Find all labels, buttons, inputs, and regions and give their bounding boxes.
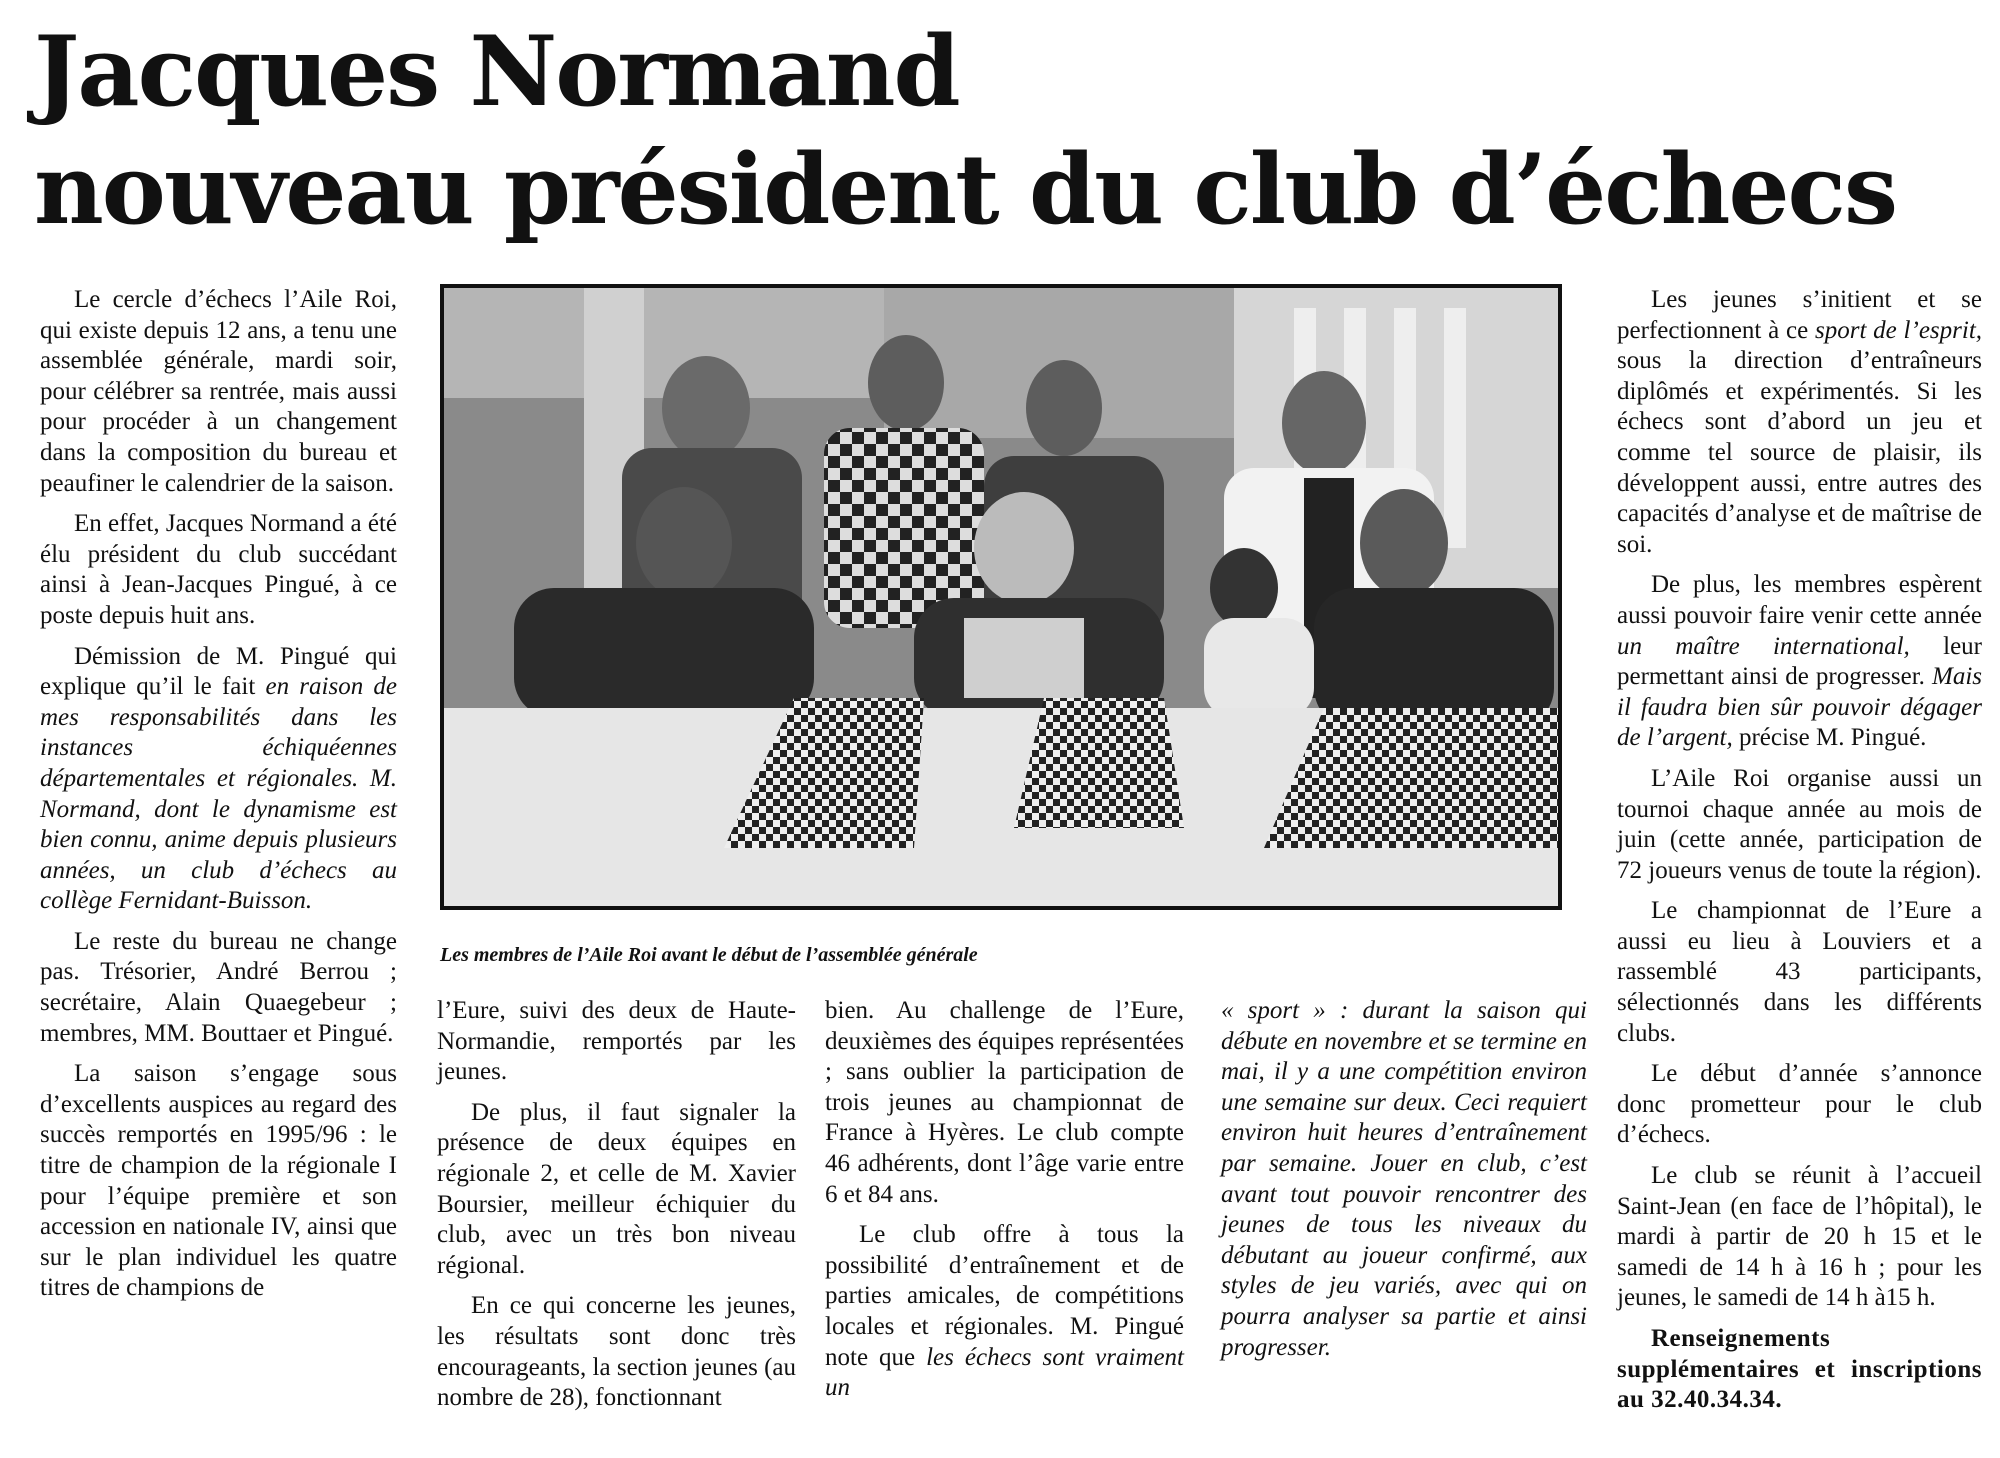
paragraph: Le club se réunit à l’accueil Saint-Jean (en face de l’hôpital), le mardi à partir de 20 h 15 et le samedi de 14 h à 16 h ; pour les jeunes, le samedi de 14 h à15 h. bbox=[1617, 1162, 1982, 1312]
paragraph bbox=[1617, 285, 1982, 560]
paragraph: De plus, il faut signaler la présence de deux équipes en régionale 2, et celle de M. Xavier Boursier, meilleur échiquier du club, avec un très bon niveau régional. bbox=[437, 1098, 796, 1279]
paragraph-text: leur permettant ainsi de progresser. bbox=[1617, 632, 1982, 691]
paragraph: Le championnat de l’Eure a aussi eu lieu à Louviers et a rassemblé 43 participants, sélectionnés dans les différents clubs. bbox=[1617, 897, 1982, 1047]
contact-info: Renseignements supplémentaires et inscriptions au 32.40.34.34. bbox=[1617, 1325, 1982, 1414]
paragraph-text: sous la direction d’entraîneurs diplômés et expérimentés. Si les échecs sont d’abord un jeu et comme tel source de plaisir, ils développent aussi, entre autres des capacités d’analyse et de maîtrise de soi. bbox=[1617, 347, 1982, 558]
photo-chess-club-members bbox=[440, 284, 1562, 910]
paragraph: En effet, Jacques Normand a été élu président du club succédant ainsi à Jean-Jacques Pingué, à ce poste depuis huit ans. bbox=[40, 510, 398, 629]
paragraph: L’Aile Roi organise aussi un tournoi chaque année au mois de juin (cette année, participation de 72 joueurs venus de toute la région). bbox=[1617, 764, 1982, 884]
paragraph-text: Démission de M. Pingué qui explique qu’il le fait bbox=[40, 642, 397, 701]
paragraph: Le reste du bureau ne change pas. Trésorier, André Berrou ; secrétaire, Alain Quaegebeur ; membres, MM. Bouttaer et Pingué. bbox=[40, 927, 397, 1047]
quote-text: en raison de mes responsabilités dans les instances échiquéennes départementales et régionales. M. Normand, dont le dynamisme est bien connu, anime depuis plusieurs années, un club d’échecs au collège Fernidant-Buisson. bbox=[40, 673, 398, 915]
article-column-2 bbox=[437, 996, 796, 1424]
photo-caption: Les membres de l’Aile Roi avant le début de l’assemblée générale bbox=[440, 944, 978, 966]
paragraph-text: Les jeunes s’initient et se perfectionnent à ce bbox=[1617, 286, 1982, 344]
article-column-3 bbox=[825, 996, 1184, 1414]
paragraph: l’Eure, suivi des deux de Haute-Normandie, remportés par les jeunes. bbox=[437, 997, 796, 1086]
quote-text: Mais il faudra bien sûr pouvoir dégager de l’argent, bbox=[1617, 663, 1982, 752]
article-column-1 bbox=[40, 285, 397, 1314]
paragraph bbox=[40, 642, 397, 917]
paragraph: « sport » : durant la saison qui débute en novembre et se termine en mai, il y a une compétition environ une semaine sur deux. Ceci requiert environ huit heures d’entraînement par semaine. Jouer en club, c’est avant tout pouvoir rencontrer des jeunes de tous les niveaux du débutant au joueur confirmé, aux styles de jeu variés, avec qui on pourra analyser sa partie et ainsi progresser. bbox=[1221, 997, 1587, 1361]
paragraph-text: De plus, les membres espèrent aussi pouvoir faire venir cette année bbox=[1617, 571, 1982, 629]
quote-text: sport de l’esprit, bbox=[1815, 316, 1983, 344]
paragraph-text: précise M. Pingué. bbox=[1738, 724, 1927, 752]
article-column-4 bbox=[1221, 996, 1587, 1373]
quote-text: un maître international, bbox=[1617, 632, 1910, 660]
headline-line-1: Jacques Normand bbox=[34, 15, 959, 128]
paragraph: Le début d’année s’annonce donc prometteur pour le club d’échecs. bbox=[1617, 1060, 1982, 1149]
photo-illustration bbox=[444, 288, 1558, 906]
paragraph: La saison s’engage sous d’excellents auspices au regard des succès remportés en 1995/96 : le titre de champion de la régionale I pour l’équipe première et son accession en nationale IV, ainsi que sur le plan individuel les quatre titres de champions de bbox=[40, 1060, 397, 1302]
paragraph-text: Le club offre à tous la possibilité d’entraînement et de parties amicales, de compétitions locales et régionales. M. Pingué note que bbox=[825, 1221, 1184, 1371]
paragraph: Le cercle d’échecs l’Aile Roi, qui existe depuis 12 ans, a tenu une assemblée générale, mardi soir, pour célébrer sa rentrée, mais aussi pour procéder à un changement dans la composition du bureau et peaufiner le calendrier de la saison. bbox=[40, 286, 397, 497]
headline-line-2: nouveau président du club d’échecs bbox=[34, 133, 1897, 246]
article-column-right bbox=[1617, 285, 1982, 1426]
paragraph bbox=[1617, 570, 1982, 754]
paragraph bbox=[825, 1220, 1184, 1404]
quote-text: les échecs sont vraiment un bbox=[825, 1343, 1184, 1402]
paragraph: En ce qui concerne les jeunes, les résultats sont donc très encourageants, la section jeunes (au nombre de 28), fonctionnant bbox=[437, 1292, 796, 1412]
paragraph: bien. Au challenge de l’Eure, deuxièmes des équipes représentées ; sans oublier la participation de trois jeunes au championnat de France à Hyères. Le club compte 46 adhérents, dont l’âge varie entre 6 et 84 ans. bbox=[825, 997, 1184, 1208]
